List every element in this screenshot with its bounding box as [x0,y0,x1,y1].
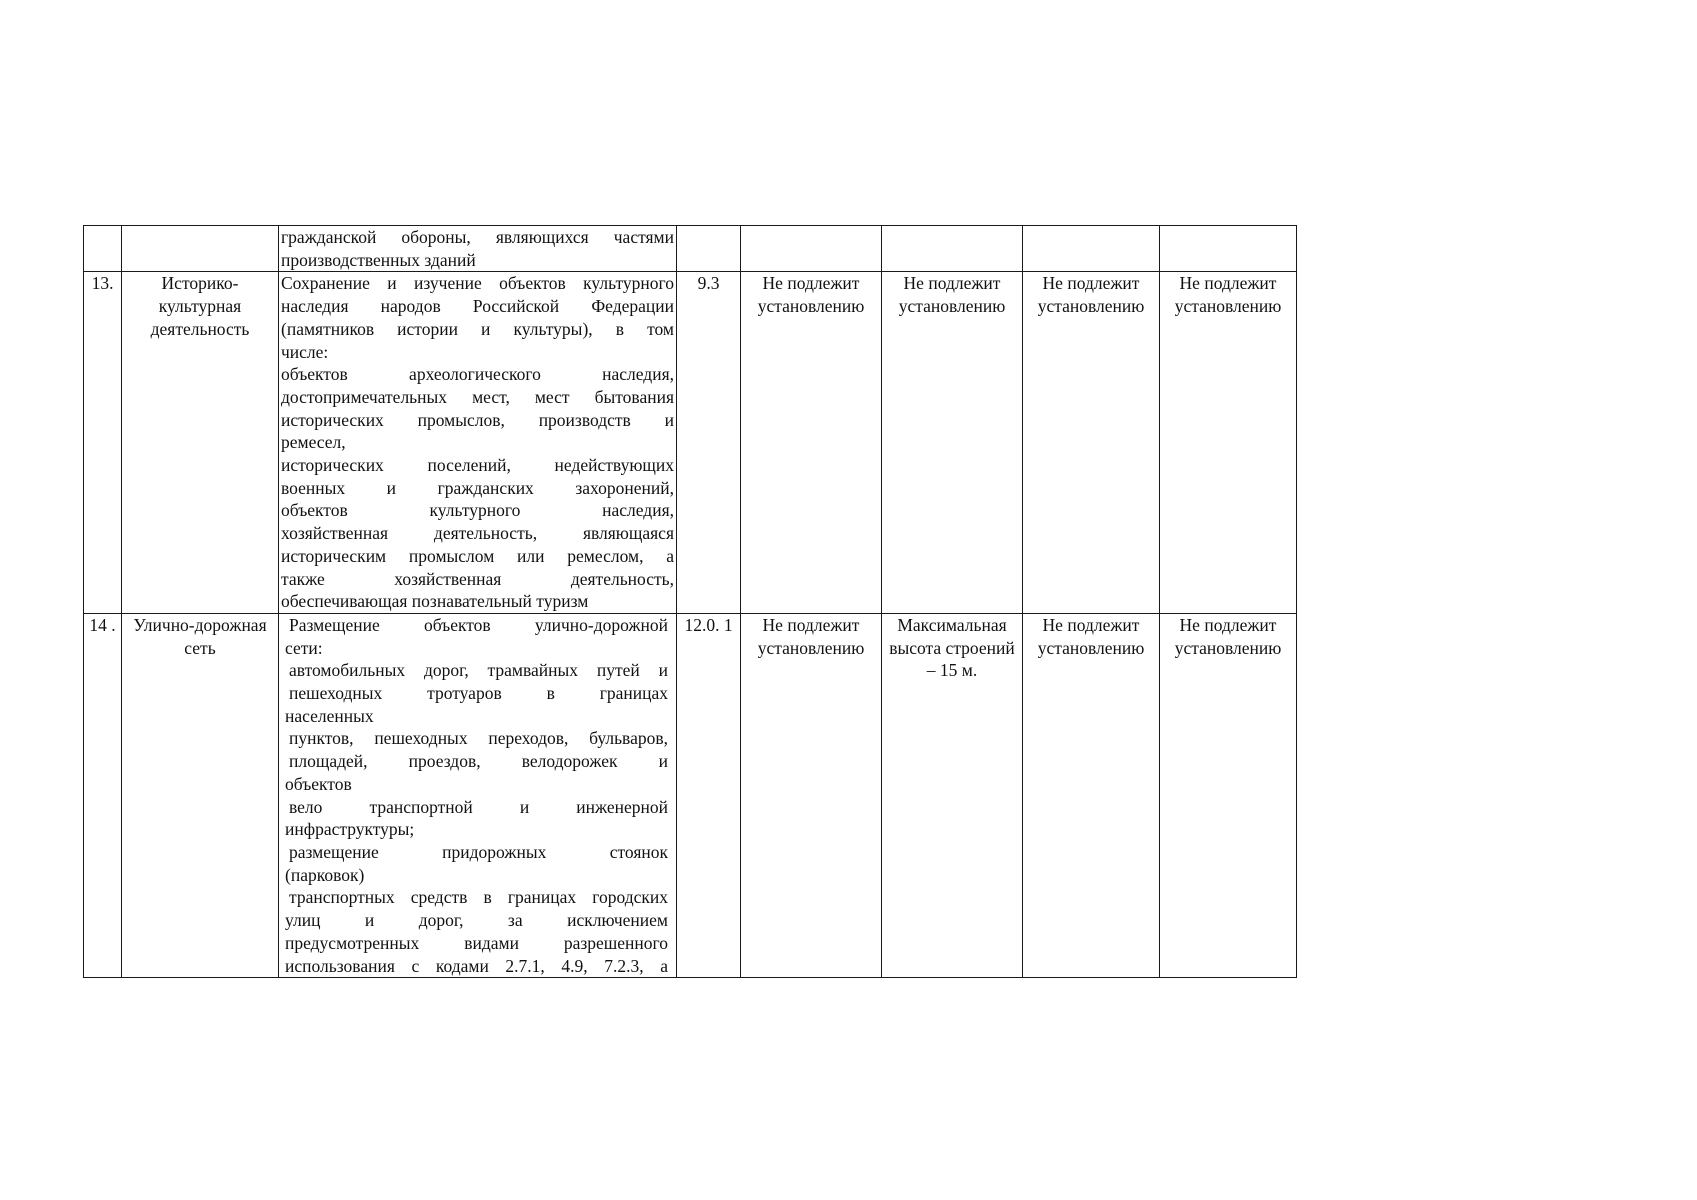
table-row-14 [84,613,1297,977]
cell-param-3: Не подлежит установлению [1023,613,1160,977]
description-line: наследия народов Российской Федерации [281,296,674,317]
description-line: Размещение объектов улично-дорожной [289,614,668,635]
description-line: предусмотренных видами разрешенного [285,932,668,953]
description-line: объектов культурного наследия, [281,500,674,521]
description-line: пешеходных тротуаров в границах [289,683,668,704]
description-line: достопримечательных мест, мест бытования [281,386,674,407]
description-line: исторических поселений, недействующих [281,455,674,476]
cell-number [84,226,122,272]
description-line: вело транспортной и инженерной [289,796,668,817]
description-line: историческим промыслом или ремеслом, а [281,545,674,566]
cell-param-1: Не подлежит установлению [741,613,882,977]
table-row-continued [84,226,1297,272]
description-line: автомобильных дорог, трамвайных путей и [289,660,668,681]
cell-param-3: Не подлежит установлению [1023,272,1160,614]
cell-code: 9.3 [677,272,741,614]
table-row-13 [84,272,1297,614]
cell-description [279,613,677,977]
description-line: также хозяйственная деятельность, [281,568,674,589]
description-line: (памятников истории и культуры), в том [281,318,674,339]
cell-name: Историко-культурная деятельность [122,272,279,614]
description-line: исторических промыслов, производств и [281,409,674,430]
cell-name: Улично-дорожная сеть [122,613,279,977]
description-line: населенных [285,705,374,726]
cell-param-3 [1023,226,1160,272]
cell-param-2 [882,226,1023,272]
description-line: производственных зданий [281,249,476,270]
description-line: обеспечивающая познавательный туризм [281,591,589,612]
description-line: размещение придорожных стоянок [289,841,668,862]
cell-param-1: Не подлежит установлению [741,272,882,614]
cell-description [279,226,677,272]
cell-param-2: Не подлежит установлению [882,272,1023,614]
description-line: улиц и дорог, за исключением [285,910,668,931]
land-use-table [83,225,1297,978]
cell-number: 14 . [84,613,122,977]
cell-param-4: Не подлежит установлению [1160,613,1297,977]
cell-param-4: Не подлежит установлению [1160,272,1297,614]
description-line: объектов [285,773,352,794]
description-line: пунктов, пешеходных переходов, бульваров, [289,728,668,749]
cell-description [279,272,677,614]
description-line: ремесел, [281,432,346,453]
cell-param-2: Максимальная высота строений – 15 м. [882,613,1023,977]
description-line: использования с кодами 2.7.1, 4.9, 7.2.3, а [285,955,668,976]
description-line: площадей, проездов, велодорожек и [289,751,668,772]
description-line: хозяйственная деятельность, являющаяся [281,523,674,544]
description-line: инфраструктуры; [285,819,415,840]
description-line: (парковок) [285,864,365,885]
description-line: транспортных средств в границах городских [289,887,668,908]
cell-number: 13. [84,272,122,614]
description-line: военных и гражданских захоронений, [281,477,674,498]
cell-param-1 [741,226,882,272]
description-line: гражданской обороны, являющихся частями [281,227,674,247]
description-line: числе: [281,341,329,362]
description-line: Сохранение и изучение объектов культурного [281,273,674,294]
description-line: объектов археологического наследия, [281,364,674,385]
description-line: сети: [285,637,323,658]
cell-code [677,226,741,272]
cell-code: 12.0. 1 [677,613,741,977]
cell-param-4 [1160,226,1297,272]
cell-name [122,226,279,272]
